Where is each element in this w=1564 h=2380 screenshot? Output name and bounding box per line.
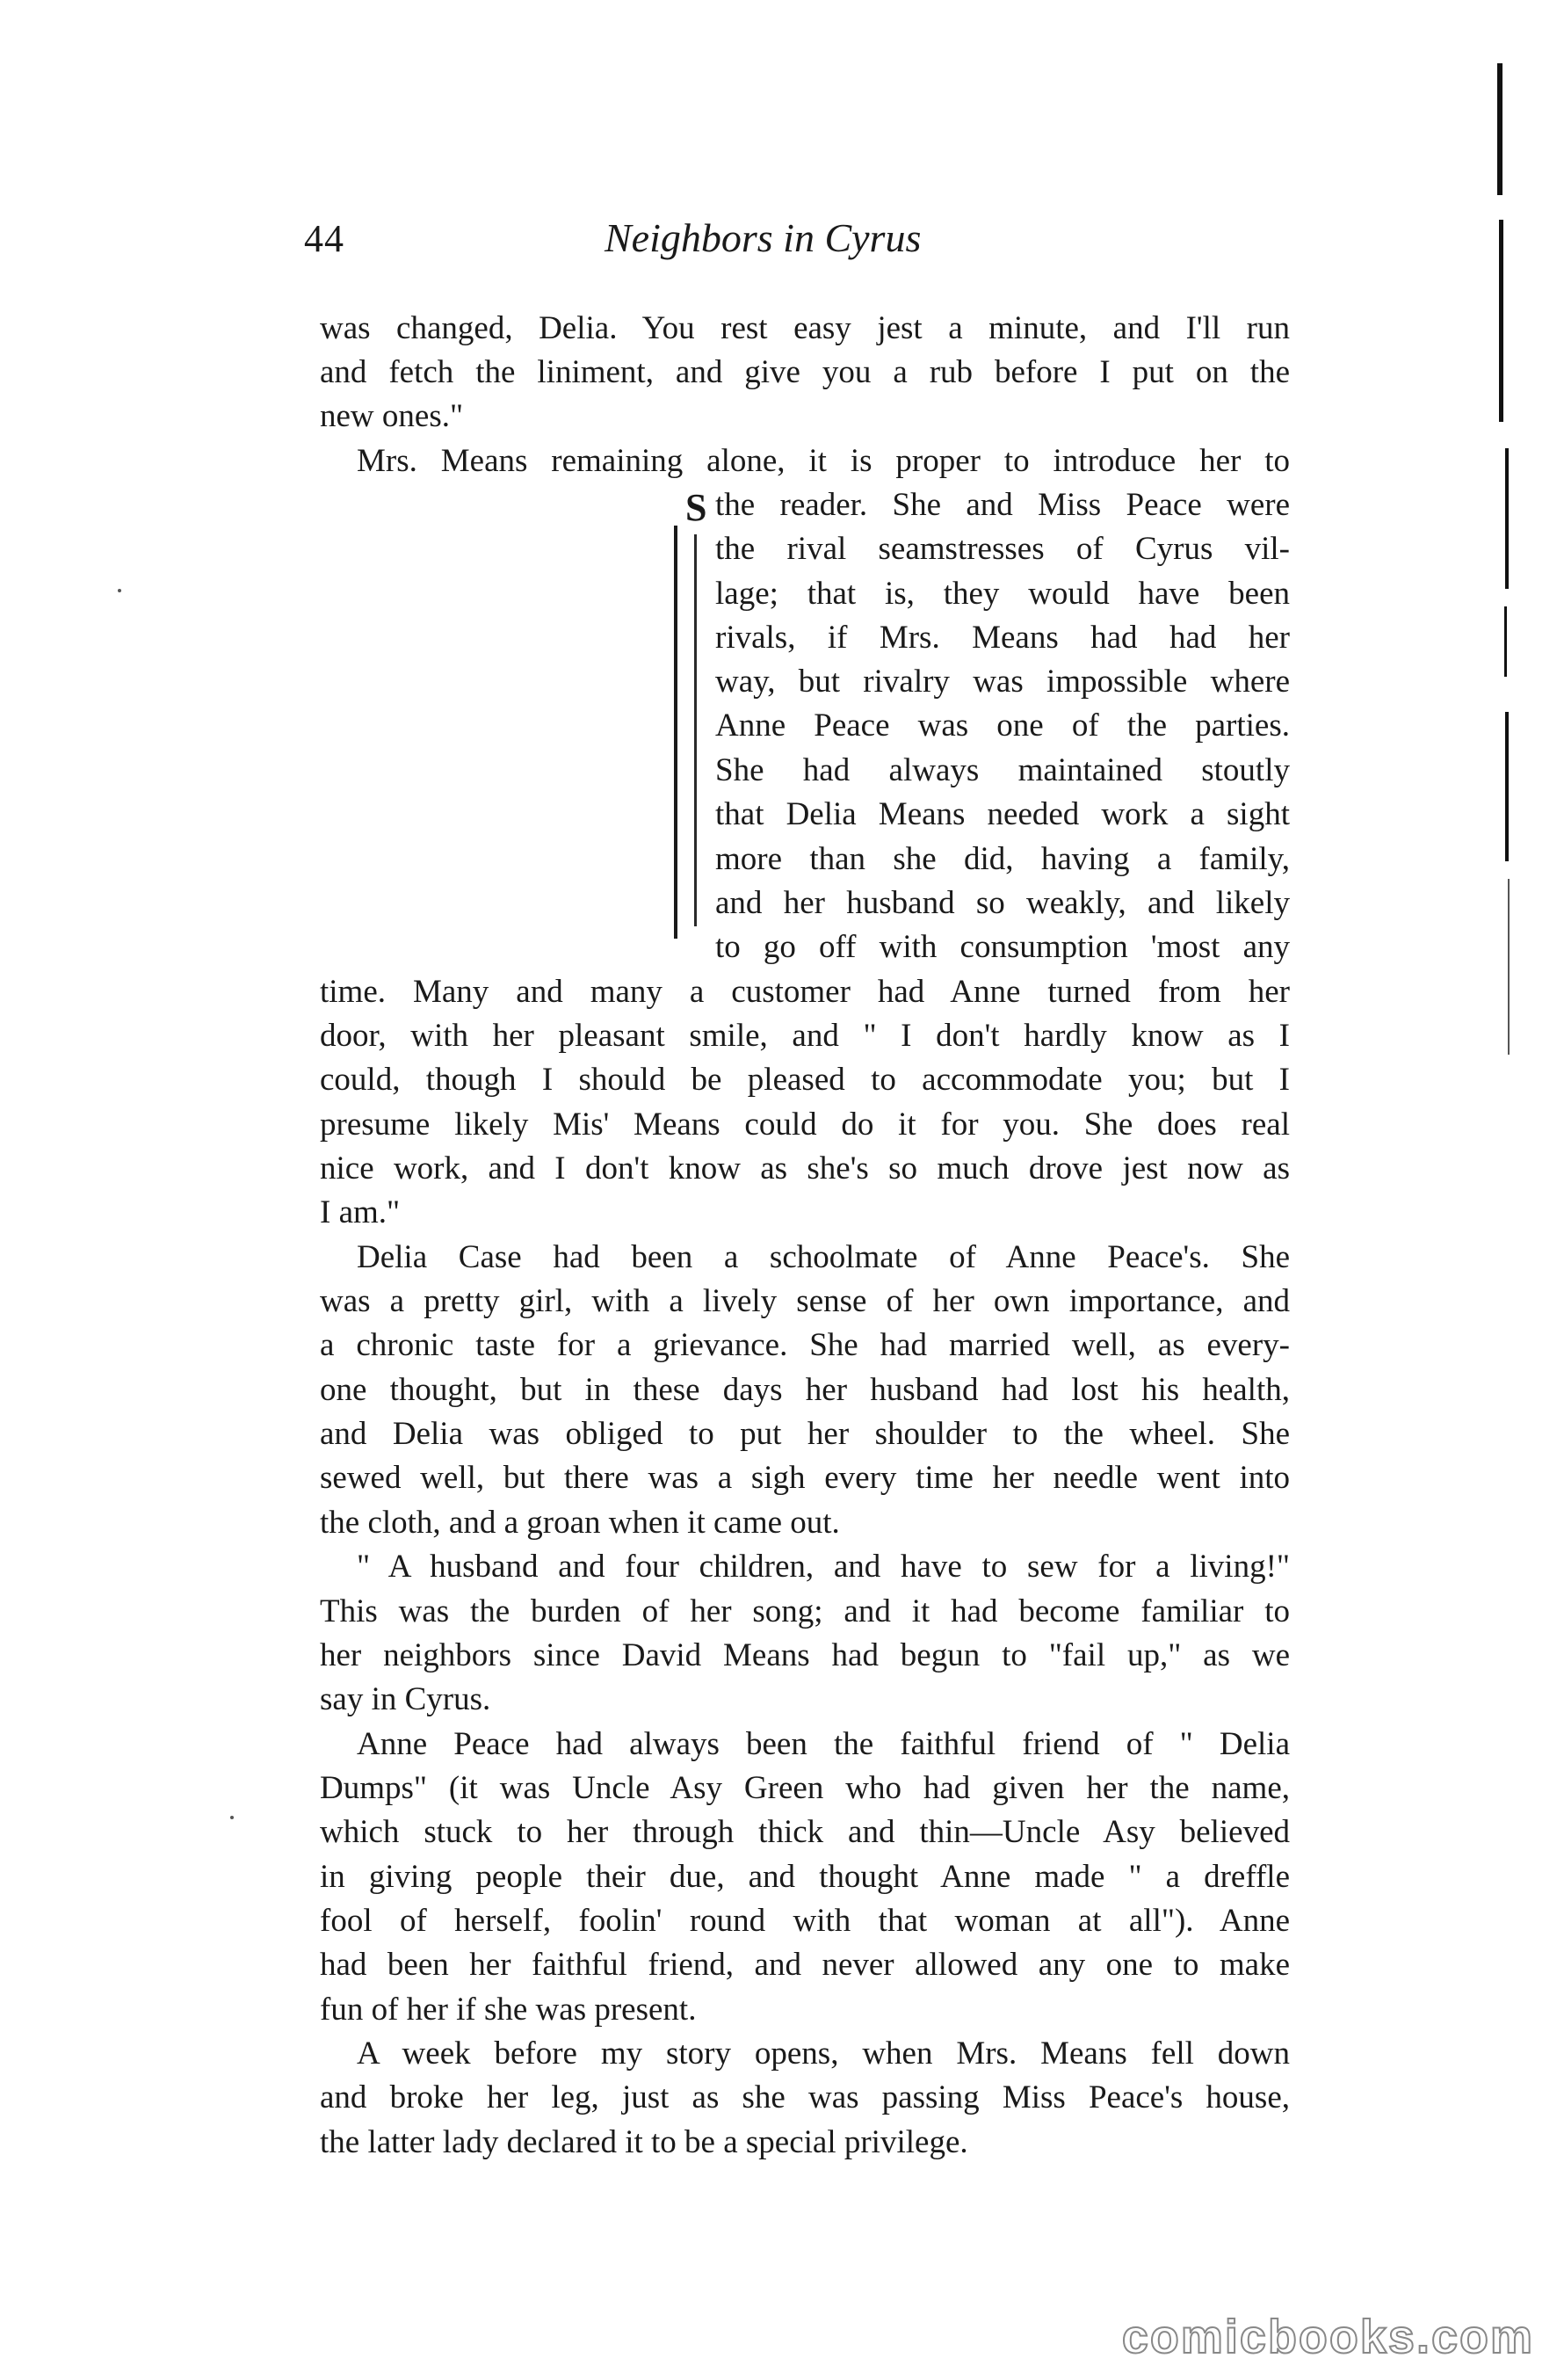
text-line	[320, 751, 1290, 795]
text-line-content: way, but rivalry was impossible where	[715, 664, 1290, 700]
text-line-content: her neighbors since David Means had begun to "fail up," as we	[320, 1637, 1290, 1673]
text-line	[320, 1459, 1290, 1503]
text-line-content: the reader. She and Miss Peace were	[715, 487, 1290, 523]
text-line	[320, 1371, 1290, 1415]
text-line-content: the cloth, and a groan when it came out.	[320, 1505, 840, 1541]
text-line	[320, 1194, 1290, 1237]
text-line-content: which stuck to her through thick and thin—Uncle Asy believed	[320, 1814, 1290, 1850]
text-line-content: in giving people their due, and thought Anne made " a dreffle	[320, 1859, 1290, 1895]
text-line	[320, 884, 1290, 928]
text-line-content: was a pretty girl, with a lively sense of her own importance, and	[320, 1283, 1290, 1319]
text-line-content: a chronic taste for a grievance. She had married well, as every-	[320, 1327, 1290, 1363]
text-line-content: I am."	[320, 1194, 401, 1230]
drop-cap-mark: S	[685, 486, 707, 529]
text-line-content: A week before my story opens, when Mrs. Means fell down	[357, 2035, 1290, 2072]
scan-speck	[118, 589, 121, 592]
text-line	[320, 486, 1290, 530]
text-line-content: She had always maintained stoutly	[715, 752, 1290, 788]
text-line	[320, 1415, 1290, 1459]
text-line-content: Delia Case had been a schoolmate of Anne Peace's. She	[357, 1239, 1290, 1275]
text-line	[320, 309, 1290, 353]
text-line-content: rivals, if Mrs. Means had had her	[715, 620, 1290, 656]
text-line	[320, 530, 1290, 574]
text-line	[320, 1593, 1290, 1636]
text-line	[320, 2123, 1290, 2167]
text-line	[320, 1946, 1290, 1990]
text-line	[320, 2079, 1290, 2122]
text-line-content: could, though I should be pleased to accommodate you; but I	[320, 1062, 1290, 1098]
text-line	[320, 1238, 1290, 1282]
text-line	[320, 1548, 1290, 1592]
scan-margin-mark	[1497, 63, 1502, 195]
text-line-content: presume likely Mis' Means could do it for you. She does real	[320, 1107, 1290, 1143]
text-line-content: the latter lady declared it to be a special privilege.	[320, 2124, 968, 2160]
text-line	[320, 1150, 1290, 1194]
text-line-content: Anne Peace was one of the parties.	[715, 707, 1290, 744]
text-line-content: fool of herself, foolin' round with that woman at all"). Anne	[320, 1903, 1290, 1939]
text-line	[320, 973, 1290, 1017]
text-line-content: fun of her if she was present.	[320, 1992, 697, 2028]
text-line	[320, 575, 1290, 619]
text-line-content: Mrs. Means remaining alone, it is proper to introduce her to	[357, 443, 1290, 479]
scan-margin-mark	[1505, 448, 1509, 589]
text-line-content: " A husband and four children, and have to sew for a living!"	[357, 1549, 1290, 1585]
text-line-content: sewed well, but there was a sigh every time her needle went into	[320, 1460, 1290, 1496]
scan-margin-mark	[1499, 220, 1503, 422]
text-line-content: door, with her pleasant smile, and " I don't hardly know as I	[320, 1018, 1290, 1054]
text-line	[320, 663, 1290, 707]
text-line	[320, 1326, 1290, 1370]
text-line	[320, 1902, 1290, 1946]
text-line	[320, 1017, 1290, 1061]
text-line	[320, 353, 1290, 397]
text-line	[320, 795, 1290, 839]
scan-margin-mark	[1505, 712, 1509, 861]
text-line	[320, 1282, 1290, 1326]
text-line-content: one thought, but in these days her husband had lost his health,	[320, 1372, 1290, 1408]
text-line-content: and fetch the liniment, and give you a rub before I put on the	[320, 354, 1290, 390]
text-line-content: nice work, and I don't know as she's so much drove jest now as	[320, 1150, 1290, 1186]
text-line	[320, 1769, 1290, 1813]
text-line-content: had been her faithful friend, and never allowed any one to make	[320, 1947, 1290, 1983]
scan-margin-mark	[1504, 606, 1507, 677]
running-head: Neighbors in Cyrus	[605, 215, 922, 260]
text-line-content: time. Many and many a customer had Anne turned from her	[320, 974, 1290, 1010]
text-line	[320, 840, 1290, 884]
text-line-content: and her husband so weakly, and likely	[715, 885, 1290, 921]
text-line	[320, 928, 1290, 972]
text-line	[320, 1725, 1290, 1769]
watermark: comicbooks.com	[1121, 2311, 1534, 2363]
text-line	[320, 2035, 1290, 2079]
text-line-content: to go off with consumption 'most any	[715, 929, 1290, 965]
text-line	[320, 1813, 1290, 1857]
text-line-content: that Delia Means needed work a sight	[715, 796, 1290, 832]
text-line-content: was changed, Delia. You rest easy jest a minute, and I'll run	[320, 310, 1290, 346]
text-line	[320, 1636, 1290, 1680]
scan-speck	[230, 1816, 234, 1819]
text-line	[320, 1680, 1290, 1724]
text-line-content: This was the burden of her song; and it had become familiar to	[320, 1593, 1290, 1629]
text-line-content: and broke her leg, just as she was passing Miss Peace's house,	[320, 2079, 1290, 2115]
text-line	[320, 1991, 1290, 2035]
text-line-content: Anne Peace had always been the faithful friend of " Delia	[357, 1726, 1290, 1762]
text-line-content: the rival seamstresses of Cyrus vil-	[715, 531, 1290, 567]
text-line-content: more than she did, having a family,	[715, 841, 1290, 877]
text-line	[320, 1504, 1290, 1548]
text-line-content: Dumps" (it was Uncle Asy Green who had given her the name,	[320, 1770, 1290, 1806]
text-line-content: and Delia was obliged to put her shoulder to the wheel. She	[320, 1416, 1290, 1452]
text-line	[320, 619, 1290, 663]
text-line-content: lage; that is, they would have been	[715, 576, 1290, 612]
scan-margin-mark	[1508, 879, 1510, 1055]
text-line-content: say in Cyrus.	[320, 1681, 491, 1717]
text-line-content: new ones."	[320, 398, 464, 434]
text-line	[320, 397, 1290, 441]
text-line	[320, 1858, 1290, 1902]
text-line	[320, 707, 1290, 751]
text-line	[320, 442, 1290, 486]
page-number: 44	[304, 217, 344, 260]
text-line	[320, 1106, 1290, 1150]
text-line	[320, 1061, 1290, 1105]
